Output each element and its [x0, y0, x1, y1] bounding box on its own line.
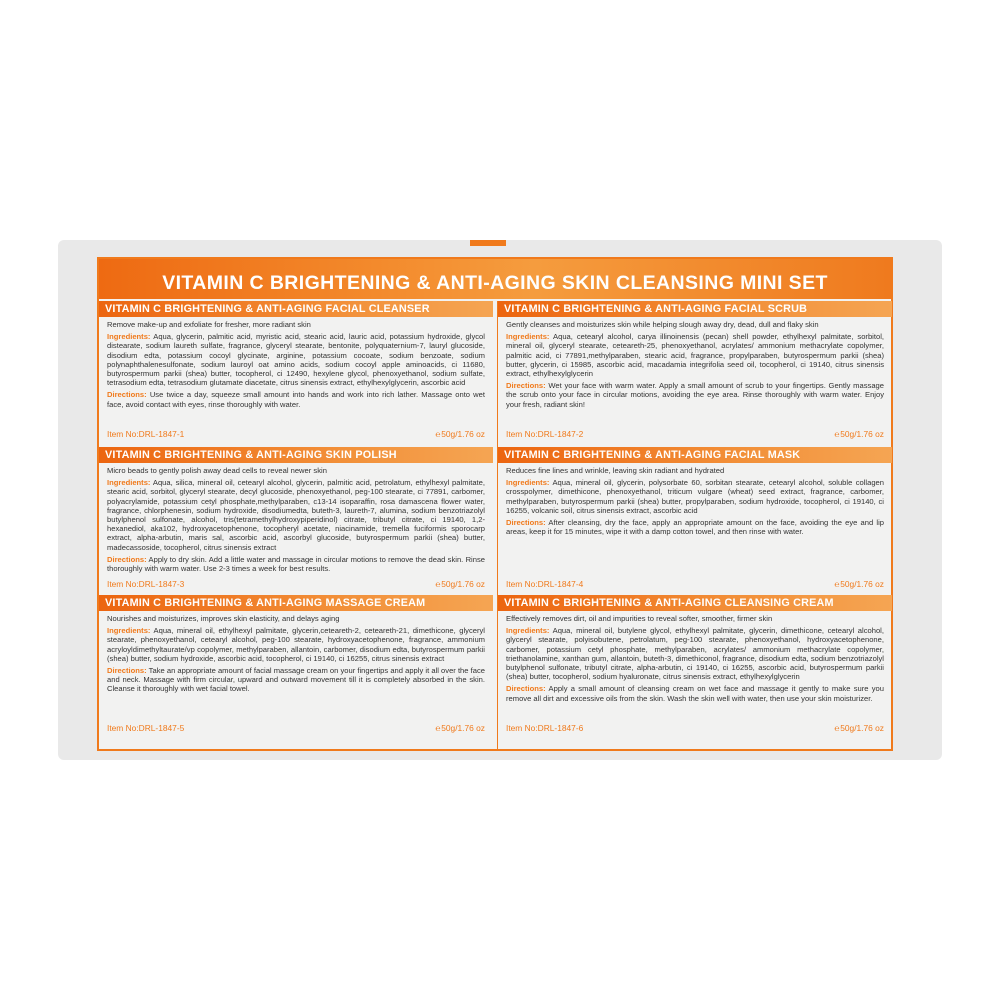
product-tagline: Reduces fine lines and wrinkle, leaving skin radiant and hydrated: [506, 466, 725, 475]
directions-label: Directions:: [506, 684, 546, 694]
product-name: VITAMIN C BRIGHTENING & ANTI-AGING FACIAL MASK: [498, 447, 892, 463]
directions-text: Apply a small amount of cleansing cream on wet face and massage it gently to make sure you remove all dirt and excessive oils from the skin. Wash the skin well with water, then use your skin moisturizer.: [506, 684, 884, 703]
product-name: VITAMIN C BRIGHTENING & ANTI-AGING FACIAL SCRUB: [498, 301, 892, 317]
net-weight: 50g/1.76 oz: [441, 579, 485, 589]
net-weight: 50g/1.76 oz: [840, 723, 884, 733]
ingredients-text: Aqua, glycerin, palmitic acid, myristic acid, stearic acid, lauric acid, potassium hydroxide, glycol distearate, sodium laureth sulfate, fragrance, glyceryl stearate, bentonite, polyquaternium-7, lauryl glucoside, disodium edta, potassium cocoyl glycinate, arginine, potassium cocoate, sodium benzoate, sodium polynaphthalenesulfonate, sodium lauroyl oat amino acids, sodium cocoyl apple aminoacids, ci 11680, butyrospermum parkii (shea) butter, tocopherol, ci 12490, hexylene glycol, phenoxyethanol, sodium sulfate, tetrasodium edta, tetrasodium glutamate diacetate, citrus sinensis extract, ethylhexylglycerin, ascorbic acid: [107, 332, 485, 388]
directions-text: Take an appropriate amount of facial massage cream on your fingertips and apply it all over the face and neck. Massage with firm circular, upward and outward movement till it is completely absorbed in the skin. Cleanse it thoroughly with wet facial towel.: [107, 666, 485, 694]
net-weight: 50g/1.76 oz: [441, 429, 485, 439]
item-number: Item No:DRL-1847-3: [107, 579, 185, 589]
product-name: VITAMIN C BRIGHTENING & ANTI-AGING CLEANSING CREAM: [498, 595, 892, 611]
product-tagline: Nourishes and moisturizes, improves skin elasticity, and delays aging: [107, 614, 340, 623]
net-weight: 50g/1.76 oz: [840, 429, 884, 439]
item-number: Item No:DRL-1847-6: [506, 723, 584, 733]
ingredients-label: Ingredients:: [506, 332, 550, 342]
estimated-sign-icon: ℮: [435, 429, 441, 439]
item-number: Item No:DRL-1847-5: [107, 723, 185, 733]
product-cell-massage-cream: [99, 595, 493, 739]
product-name: VITAMIN C BRIGHTENING & ANTI-AGING FACIAL CLEANSER: [99, 301, 493, 317]
product-cell-cleansing-cream: [498, 595, 892, 739]
ingredients-text: Aqua, mineral oil, ethylhexyl palmitate, glycerin,ceteareth-2, ceteareth-21, dimethicone, glyceryl stearate, phenoxyethanol, cetearyl alcohol, peg-100 stearate, hydroxyacetophenone, fragrance, ammonium acryloyldimethyltaurate/vp copolymer, methylparaben, allantoin, carbomer, disodium edta, butyrospermum parkii (shea) butter, sodium hydroxide, ascorbic acid, tocopherol, ci 19140, ci 16255, citrus sinensis extract: [107, 626, 485, 663]
product-tagline: Gently cleanses and moisturizes skin while helping slough away dry, dead, dull and flaky skin: [506, 320, 819, 329]
directions-label: Directions:: [107, 554, 147, 564]
net-weight: 50g/1.76 oz: [441, 723, 485, 733]
product-name: VITAMIN C BRIGHTENING & ANTI-AGING SKIN POLISH: [99, 447, 493, 463]
product-tagline: Remove make-up and exfoliate for fresher, more radiant skin: [107, 320, 311, 329]
directions-text: Use twice a day, squeeze small amount into hands and work into rich lather. Massage onto wet face, avoid contact with eyes, rinse thoroughly with water.: [107, 390, 485, 409]
estimated-sign-icon: ℮: [834, 579, 840, 589]
directions-label: Directions:: [107, 390, 147, 400]
ingredients-label: Ingredients:: [107, 626, 151, 636]
item-number: Item No:DRL-1847-1: [107, 429, 185, 439]
ingredients-label: Ingredients:: [506, 626, 550, 636]
directions-text: After cleansing, dry the face, apply an appropriate amount on the face, avoiding the eye and lip areas, keep it for 15 minutes, wipe it with a damp cotton towel, and then rinse with water.: [506, 518, 884, 537]
estimated-sign-icon: ℮: [834, 429, 840, 439]
ingredients-text: Aqua, mineral oil, glycerin, polysorbate 60, sorbitan stearate, cetearyl alcohol, soluble collagen crosspolymer, dimethicone, phenoxyethanol, triticum vulgare (wheat) seed extract, fragrance, carbomer, methylparaben, butyrospermum parkii (shea) butter, propylparaben, sodium hydroxide, tocopherol, ci 19140, ci 16255, volcanic soil, citrus sinensis extract, ascorbic acid: [506, 478, 884, 515]
directions-text: Wet your face with warm water. Apply a small amount of scrub to your fingertips. Gently massage the scrub onto your face in circular motions, avoiding the eye area. Rinse thoroughly with warm water. Enjoy your fresh, radiant skin!: [506, 381, 884, 409]
ingredients-label: Ingredients:: [107, 332, 151, 342]
item-number: Item No:DRL-1847-2: [506, 429, 584, 439]
ingredients-text: Aqua, silica, mineral oil, cetearyl alcohol, glycerin, palmitic acid, petrolatum, ethylhexyl palmitate, stearic acid, sorbitol, glyceryl stearate, decyl glucoside, phenoxyethanol, peg-100 stearate, ci 77891, carbomer, polyacrylamide, potassium cetyl phosphate,methylparaben, c13-14 isoparaffin, rosa damascena flower water, fragrance, chlorphenesin, sodium hydroxide, disodiumedta, buteth-3, laureth-7, alumina, sodium benzotriazolyl butylphenol sulfonate, alcohol, tris(tetramethylhydroxypiperidinol) citrate, tributyl citrate, ci 19140, 1,2-hexanediol, aka102, hydroxyacetophenone, tocopheryl acetate, niacinamide, tremella fuciformis sporocarp extract, alpha-arbutin, maris sal, ascorbic acid, ascorbyl glucoside, butyrospermum parkii (shea) butter, madecassoside, tocopherol, citrus sinensis extract: [107, 478, 485, 552]
product-name: VITAMIN C BRIGHTENING & ANTI-AGING MASSAGE CREAM: [99, 595, 493, 611]
ingredients-label: Ingredients:: [107, 478, 151, 488]
product-tagline: Effectively removes dirt, oil and impurities to reveal softer, smoother, firmer skin: [506, 614, 773, 623]
ingredients-label: Ingredients:: [506, 478, 550, 488]
ingredients-text: Aqua, mineral oil, butylene glycol, ethylhexyl palmitate, glycerin, dimethicone, cetearyl alcohol, glyceryl stearate, polyisobutene, petrolatum, peg-100 stearate, phenoxyethanol, hydroxyacetophenone, carbomer, potassium cetyl phosphate, methylparaben, acrylates/ ammonium methacrylate copolymer, triethanolamine, xanthan gum, allantoin, buteth-3, dimethiconol, fragrance, disodium edta, sodium benzotriazolyl butylphenol sulfonate, tributyl citrate, alpha-arbutin, ci 19140, ci 16255, ascorbic acid, butyrospermum parkii (shea) butter, tocopherol, sodium hyaluronate, citrus sinensis extract, ethylhexylglycerin: [506, 626, 884, 682]
directions-label: Directions:: [107, 666, 147, 676]
product-cell-facial-mask: [498, 447, 892, 591]
ingredients-text: Aqua, cetearyl alcohol, carya illinoinensis (pecan) shell powder, ethylhexyl palmitate, sorbitol, mineral oil, glyceryl stearate, ceteareth-25, phenoxyethanol, acrylates/ ammonium methacrylate copolymer, palmitic acid, ci 77891,methylparaben, stearic acid, fragrance, propylparaben, butyrospermum parkii (shea) butter, glycerin, ci 15985, ascorbic acid, macadamia integrifolia seed oil, tocopherol, ci 19140, citrus sinensis extract, ethylhexylglycerin: [506, 332, 884, 379]
estimated-sign-icon: ℮: [435, 579, 441, 589]
estimated-sign-icon: ℮: [834, 723, 840, 733]
directions-label: Directions:: [506, 518, 546, 528]
product-cell-facial-cleanser: [99, 301, 493, 445]
directions-text: Apply to dry skin. Add a little water and massage in circular motions to remove the dead skin. Rinse thoroughly with warm water. Use 2-3 times a week for best results.: [107, 554, 485, 574]
item-number: Item No:DRL-1847-4: [506, 579, 584, 589]
net-weight: 50g/1.76 oz: [840, 579, 884, 589]
orange-tab-marker: [470, 240, 506, 246]
product-cell-skin-polish: [99, 447, 493, 591]
product-tagline: Micro beads to gently polish away dead cells to reveal newer skin: [107, 466, 327, 475]
product-cell-facial-scrub: [498, 301, 892, 445]
directions-label: Directions:: [506, 381, 546, 391]
set-title: VITAMIN C BRIGHTENING & ANTI-AGING SKIN CLEANSING MINI SET: [99, 259, 891, 299]
estimated-sign-icon: ℮: [435, 723, 441, 733]
label-panel: [97, 257, 893, 751]
